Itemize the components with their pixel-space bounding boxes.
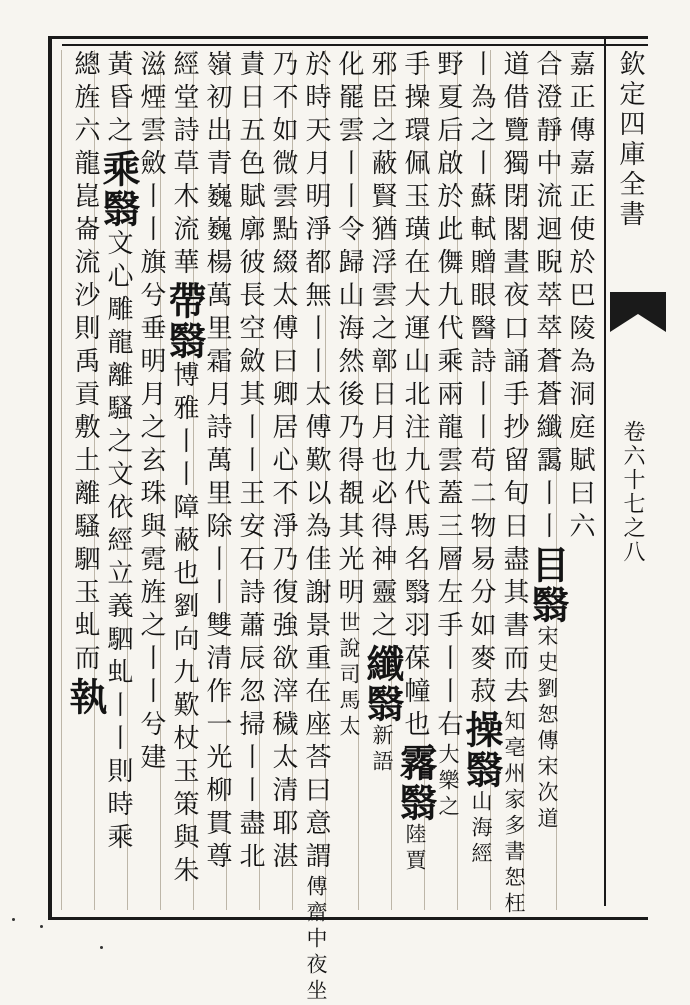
body-text: 於時天月明淨都無丨丨太傅歎以為佳謝景重在座荅曰意謂	[301, 50, 331, 875]
body-text: 博雅丨丨障蔽也劉向九歎杖玉策與朱	[169, 361, 199, 889]
entry-heading: 乘翳	[96, 149, 141, 229]
body-text: 化罷雲丨丨令歸山海然後乃得覩其光明	[334, 50, 364, 611]
entry-heading: 纖翳	[360, 644, 405, 724]
annotation-text: 陸賈	[403, 823, 427, 875]
annotation-text: 知亳州家多書恕枉	[502, 710, 526, 918]
body-text: 嘉正傳嘉正使於巴陵為洞庭賦曰六	[565, 50, 595, 545]
body-text: 總旌六龍崑崙流沙則禹貢敷土離騷駟玉虬而	[70, 50, 100, 677]
body-text: 旗兮垂明月之玄珠與霓旌之丨丨兮建	[136, 248, 166, 776]
body-text: 手操環佩玉璜在大運山北注九代馬名翳羽葆幢也	[400, 50, 430, 743]
body-text: 野夏后啟於此儛九代乘兩龍雲蓋三層左手丨丨右	[433, 50, 463, 743]
entry-heading: 目翳	[525, 545, 570, 625]
annotation-text: 大樂之	[436, 743, 460, 821]
text-column	[63, 50, 107, 912]
body-text: 經堂詩草木流華	[169, 50, 199, 281]
body-text: 文心雕龍離騷之文依經立義駟虬丨丨則時乘	[103, 229, 133, 856]
column-rule	[61, 50, 62, 910]
entry-heading: 操翳	[459, 710, 504, 790]
body-text: 邪臣之蔽賢猶浮雲之鄣日月也必得神靈之	[367, 50, 397, 644]
body-text: 乃不如微雲點綴太傅曰卿居心不淨乃復強欲滓穢太清耶湛	[268, 50, 298, 875]
body-text: 責日五色賦廓彼長空斂其丨丨王安石詩蕭辰忽掃丨丨盡北	[235, 50, 265, 875]
ink-speck	[100, 946, 103, 949]
book-title: 欽定四庫全書	[615, 50, 645, 230]
annotation-text: 宋史劉恕傳宋次道	[535, 625, 559, 833]
entry-heading: 霿翳	[393, 743, 438, 823]
body-text: 滋煙雲斂丨丨	[136, 50, 166, 248]
body-text: 道借覽獨閉閣晝夜口誦手抄留旬日盡其書而去	[499, 50, 529, 710]
body-text: 黃昏之	[103, 50, 133, 149]
entry-heading: 帶翳	[162, 281, 207, 361]
ink-speck	[12, 918, 15, 921]
ink-speck	[40, 925, 43, 928]
annotation-text: 世說司馬太	[337, 611, 361, 741]
volume-label: 卷六十七之八	[620, 420, 645, 564]
entry-heading: 執	[63, 677, 108, 717]
annotation-text: 新語	[370, 724, 394, 776]
body-text: 合澄靜中流迴睨萃萃蒼蒼纖靄	[532, 50, 562, 479]
annotation-text: 傅齋中夜坐	[304, 875, 328, 1005]
body-text: 丨為之丨蘇軾贈眼醫詩丨丨苟二物易分如麥菽	[466, 50, 496, 710]
body-text: 丨丨	[532, 479, 562, 545]
annotation-text: 山海經	[469, 790, 493, 868]
top-rule	[62, 44, 648, 46]
body-text: 嶺初出青巍巍楊萬里霜月詩萬里除丨丨雙清作一光柳貫尊	[202, 50, 232, 875]
